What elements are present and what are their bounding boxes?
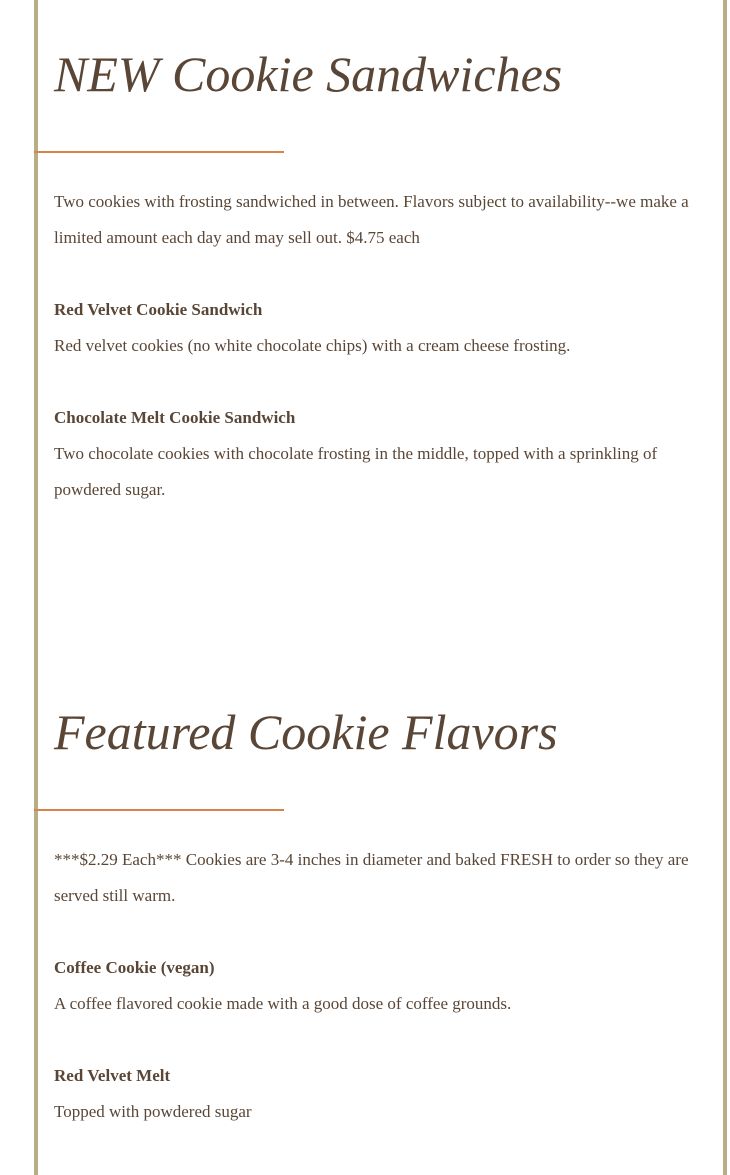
menu-item [54, 400, 709, 508]
menu-item-name: Red Velvet Cookie Sandwich [54, 300, 263, 319]
section-intro: Two cookies with frosting sandwiched in between. Flavors subject to availability--we make a limited amount each day and may sell out. $4.75 each [54, 192, 689, 247]
menu-item [54, 950, 709, 1022]
section-title-cookie-sandwiches: NEW Cookie Sandwiches [54, 46, 563, 102]
menu-panel [34, 0, 727, 1175]
section-body-cookie-sandwiches [54, 184, 709, 508]
menu-item-name: Coffee Cookie (vegan) [54, 958, 215, 977]
section-divider [34, 809, 284, 811]
menu-item [54, 1058, 709, 1130]
menu-item-name: Red Velvet Melt [54, 1066, 171, 1085]
menu-item-description: Topped with powdered sugar [54, 1102, 252, 1121]
menu-item-description: Red velvet cookies (no white chocolate chips) with a cream cheese frosting. [54, 336, 571, 355]
menu-item-description: Two chocolate cookies with chocolate frosting in the middle, topped with a sprinkling of powdered sugar. [54, 444, 658, 499]
section-intro: ***$2.29 Each*** Cookies are 3-4 inches in diameter and baked FRESH to order so they are served still warm. [54, 850, 689, 905]
section-title-featured-flavors: Featured Cookie Flavors [54, 704, 558, 760]
section-body-featured-flavors [54, 842, 709, 1130]
section-divider [34, 151, 284, 153]
menu-item-name: Chocolate Melt Cookie Sandwich [54, 408, 296, 427]
menu-item [54, 292, 709, 364]
menu-item-description: A coffee flavored cookie made with a good dose of coffee grounds. [54, 994, 512, 1013]
